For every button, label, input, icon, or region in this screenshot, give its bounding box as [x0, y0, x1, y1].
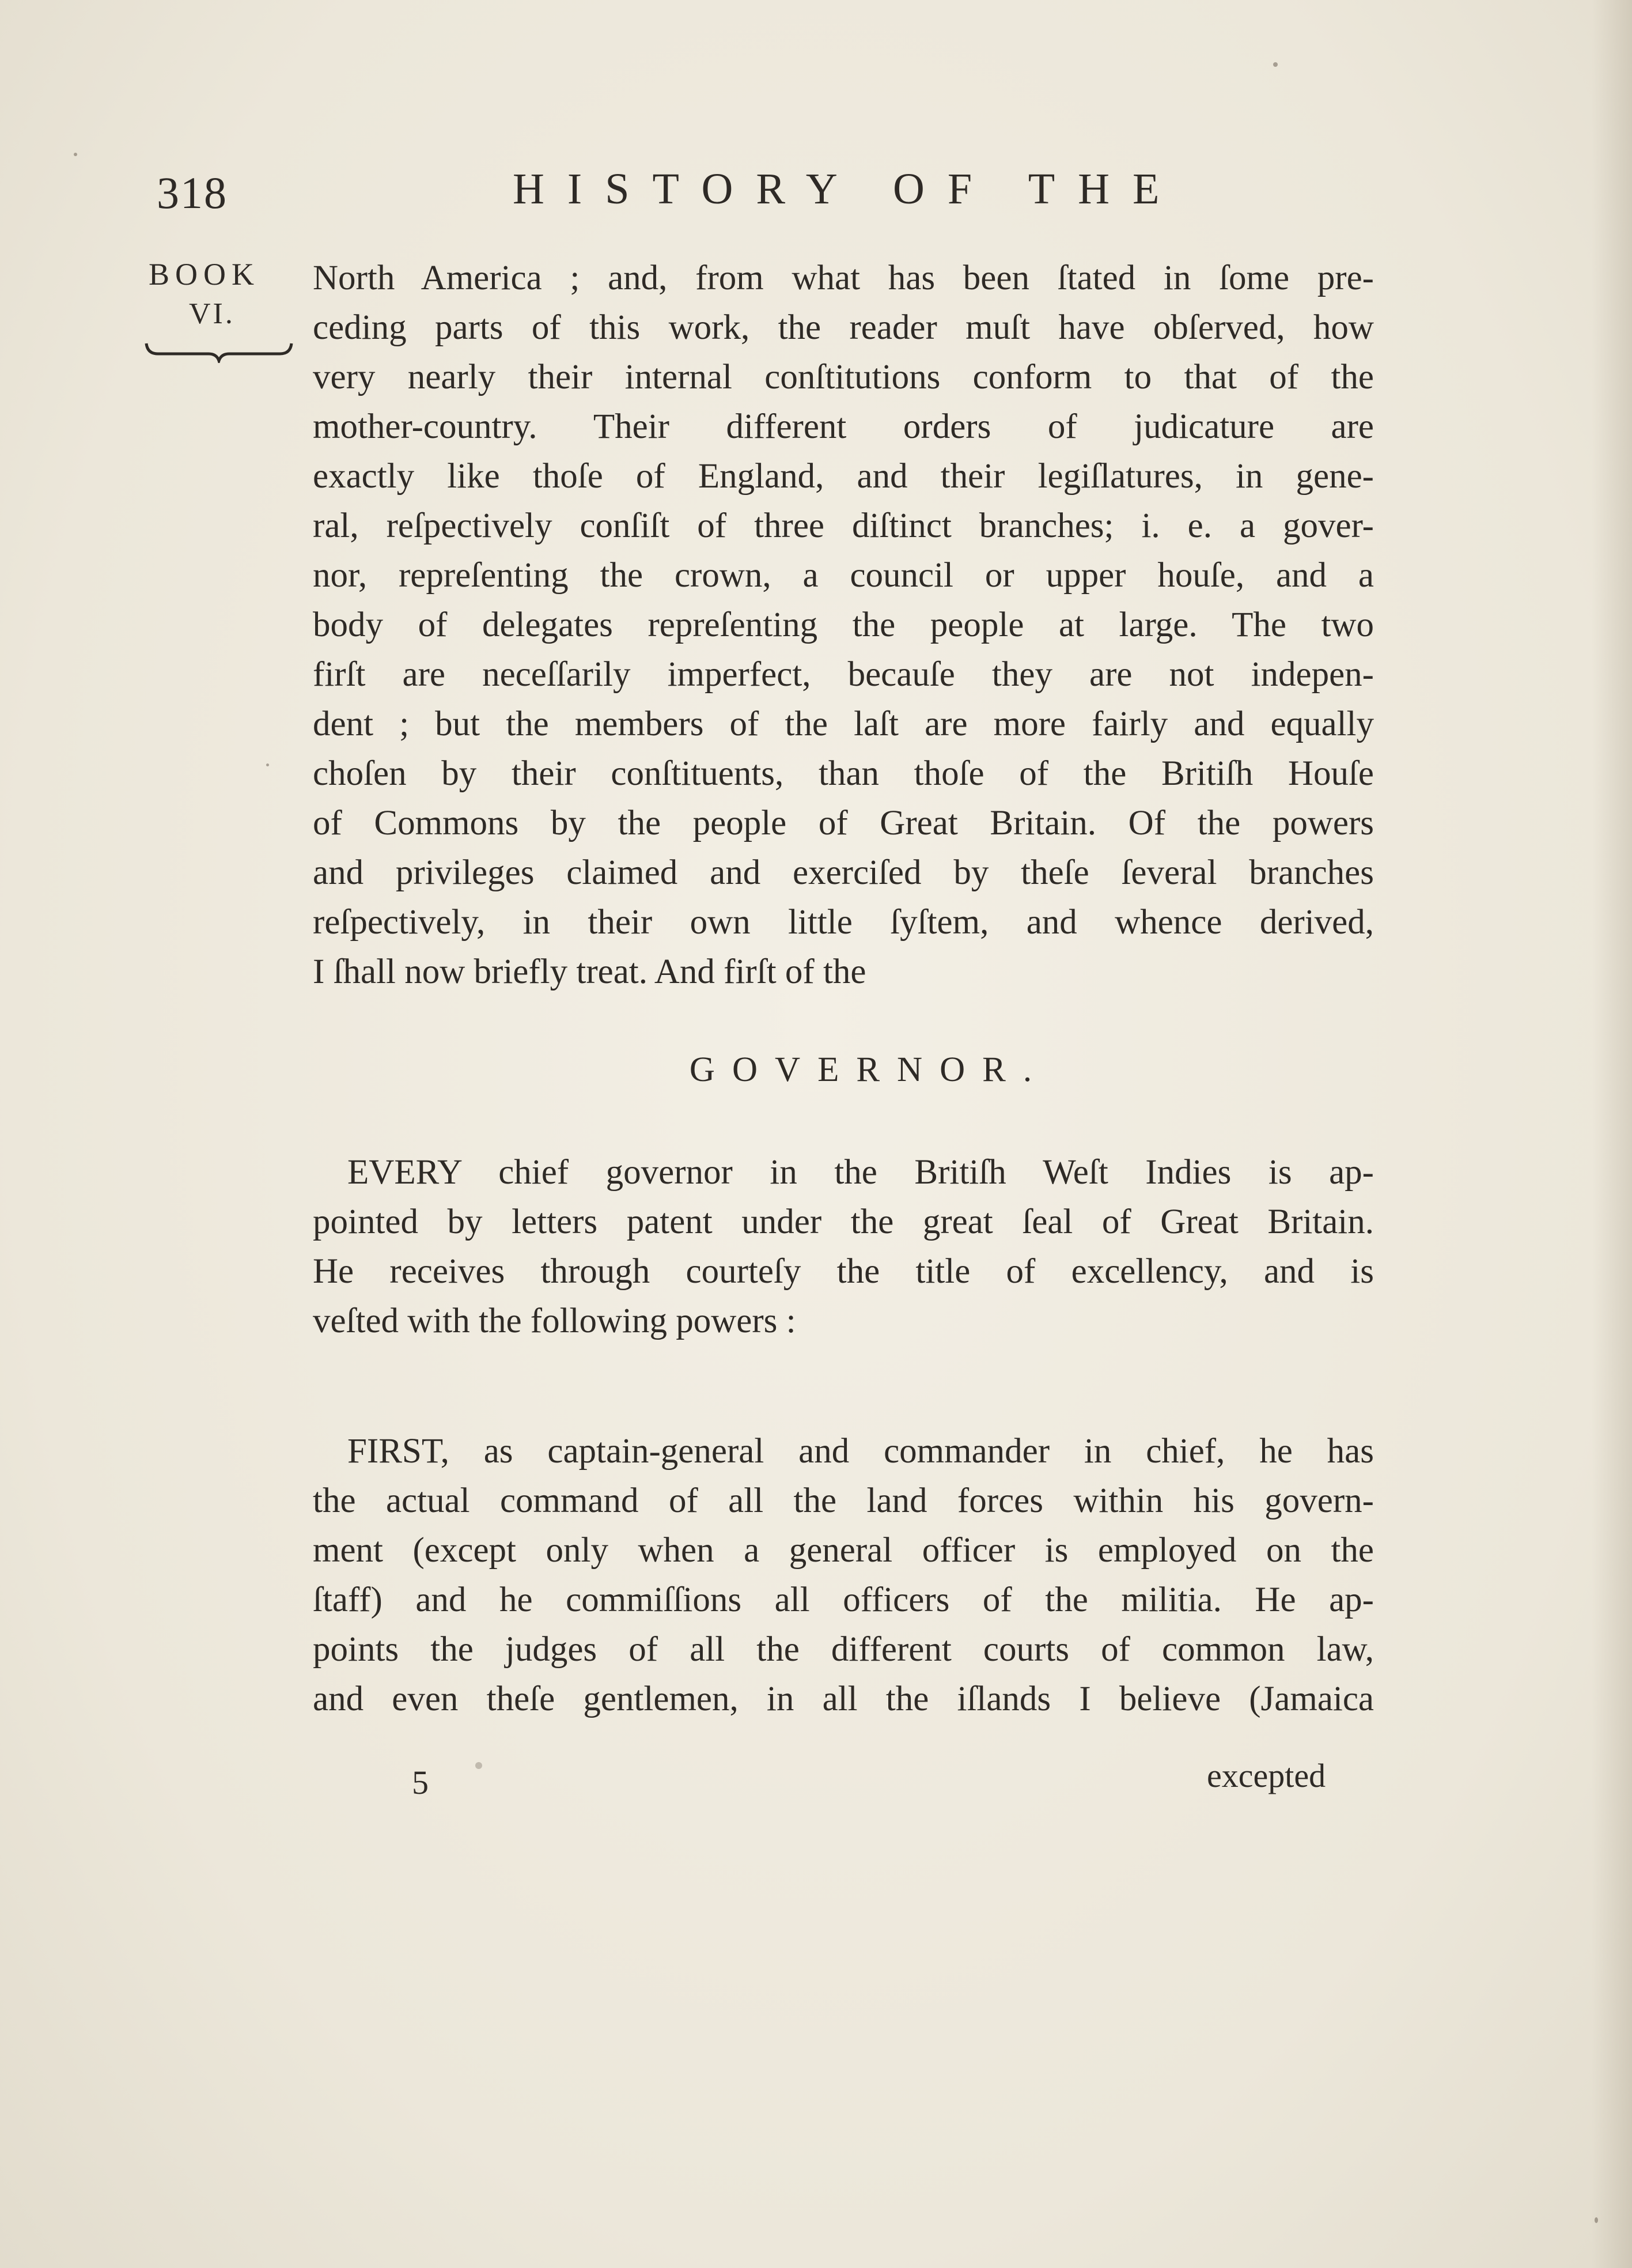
- paper-speck: [475, 1762, 482, 1769]
- paragraph-intro: [313, 254, 1374, 997]
- text-line: points the judges of all the different courts of common law,: [313, 1630, 1374, 1669]
- signature-mark: 5: [412, 1764, 429, 1801]
- paper-speck: [1273, 62, 1278, 67]
- page-gutter-shadow: [1592, 0, 1632, 2268]
- text-line: mother-country. Their different orders of judicature are: [313, 407, 1374, 446]
- text-line: the actual command of all the land forces within his govern-: [313, 1481, 1374, 1520]
- text-line: and even theſe gentlemen, in all the iſlands I believe (Jamaica: [313, 1680, 1374, 1718]
- text-line: ſtaff) and he commiſſions all officers of the militia. He ap-: [313, 1581, 1374, 1619]
- text-line: ceding parts of this work, the reader muſt have obſerved, how: [313, 308, 1374, 347]
- text-line: choſen by their conſtituents, than thoſe of the Britiſh Houſe: [313, 754, 1374, 793]
- text-line: firſt are neceſſarily imperfect, becauſe they are not indepen-: [313, 655, 1374, 694]
- text-line: body of delegates repreſenting the people at large. The two: [313, 606, 1374, 644]
- main-text: [313, 254, 1374, 1724]
- paper-speck: [266, 763, 269, 766]
- text-line: exactly like thoſe of England, and their legiſlatures, in gene-: [313, 457, 1374, 496]
- text-line: North America ; and, from what has been ſtated in ſome pre-: [313, 259, 1374, 297]
- text-line: ment (except only when a general officer is employed on the: [313, 1531, 1374, 1570]
- text-line: reſpectively, in their own little ſyſtem, and whence derived,: [313, 903, 1374, 942]
- page-number: 318: [157, 168, 228, 218]
- margin-brace-ornament: [144, 340, 294, 363]
- text-line: He receives through courteſy the title of excellency, and is: [313, 1252, 1374, 1291]
- paragraph-governor-appointment: [313, 1148, 1374, 1346]
- running-title: HISTORY OF THE: [513, 165, 1183, 213]
- text-line: FIRST, as captain-general and commander in chief, he has: [347, 1432, 1374, 1471]
- section-heading: GOVERNOR.: [689, 1050, 1050, 1089]
- paragraph-captain-general: [313, 1427, 1374, 1724]
- margin-book-number: VI.: [189, 297, 235, 330]
- text-line: I ſhall now briefly treat. And firſt of the: [313, 952, 866, 991]
- paper-speck: [1595, 2217, 1598, 2223]
- margin-book-label: BOOK: [149, 257, 260, 292]
- text-line: pointed by letters patent under the great ſeal of Great Britain.: [313, 1203, 1374, 1241]
- text-line: ral, reſpectively conſiſt of three diſtinct branches; i. e. a gover-: [313, 506, 1374, 545]
- catchword: excepted: [1207, 1757, 1326, 1794]
- text-line: veſted with the following powers :: [313, 1302, 796, 1340]
- text-line: nor, repreſenting the crown, a council or upper houſe, and a: [313, 556, 1374, 595]
- text-line: very nearly their internal conſtitutions conform to that of the: [313, 358, 1374, 396]
- text-line: and privileges claimed and exerciſed by theſe ſeveral branches: [313, 853, 1374, 892]
- text-line: EVERY chief governor in the Britiſh Weſt Indies is ap-: [347, 1153, 1374, 1192]
- text-line: of Commons by the people of Great Britain. Of the powers: [313, 804, 1374, 842]
- paper-speck: [74, 153, 77, 156]
- text-line: dent ; but the members of the laſt are more fairly and equally: [313, 705, 1374, 743]
